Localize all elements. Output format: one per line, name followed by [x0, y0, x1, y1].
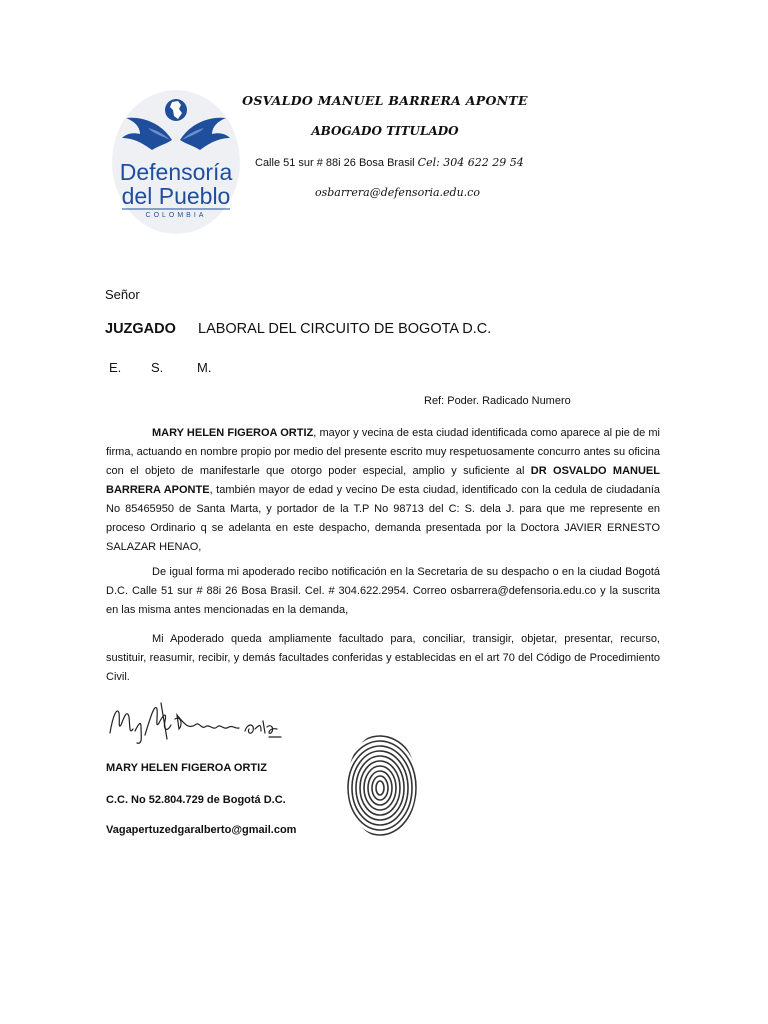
- paragraph-1-text-b: , también mayor de edad y vecino De esta ciudad, identificado con la cedula de ciudadanía No 85465950 de Santa Marta, y portador de la T.P No 98713 del C: S. dela J. para que me represente en proceso Ordinario q se adelanta en este despacho, demanda presentada por la Doctora JAVIER ERNESTO SALAZAR HENAO,: [106, 484, 661, 553]
- lawyer-name: OSVALDO MANUEL BARRERA APONTE: [242, 93, 528, 108]
- logo-line1: Defensoría: [119, 159, 233, 185]
- lawyer-cel: Cel: 304 622 29 54: [417, 156, 524, 169]
- lawyer-address: Calle 51 sur # 88i 26 Bosa Brasil: [255, 157, 415, 169]
- fingerprint-image: [342, 730, 422, 840]
- paragraph-2-text: De igual forma mi apoderado recibo notificación en la Secretaria de su despacho o en la ciudad Bogotá D.C. Calle 51 sur # 88i 26 Bosa Brasil. Cel. # 304.622.2954. Correo osbarrera@defensoria.edu.co y la suscrita en las misma antes mencionadas en la demanda,: [106, 566, 660, 616]
- court-part2: LABORAL DEL CIRCUITO DE BOGOTA D.C.: [198, 321, 492, 337]
- esm-e: E.: [109, 360, 122, 375]
- esm-m: M.: [197, 360, 212, 375]
- esm-s: S.: [151, 360, 164, 375]
- defensoria-logo: [110, 88, 242, 236]
- paragraph-2: [106, 563, 660, 620]
- reference-line: Ref: Poder. Radicado Numero: [424, 395, 571, 407]
- lawyer-title: ABOGADO TITULADO: [311, 124, 459, 138]
- court-part1: JUZGADO: [105, 321, 176, 337]
- paragraph-1: [106, 424, 660, 557]
- signer-name: MARY HELEN FIGEROA ORTIZ: [106, 762, 267, 774]
- salutation: Señor: [105, 287, 140, 302]
- handwritten-signature: [105, 695, 285, 750]
- logo-line2: del Pueblo: [121, 183, 231, 209]
- attorney-name: DR OSVALDO MANUEL BARRERA APONTE: [106, 465, 660, 496]
- signer-email: Vagapertuzedgaralberto@gmail.com: [106, 824, 297, 836]
- grantor-name: MARY HELEN FIGEROA ORTIZ: [152, 427, 314, 439]
- paragraph-3-text: Mi Apoderado queda ampliamente facultado para, conciliar, transigir, objetar, presentar, recurso, sustituir, reasumir, recibir, y demás facultades conferidas y establecidas en el art 70 del Código de Procedimiento Civil.: [106, 633, 660, 683]
- paragraph-3: [106, 630, 660, 687]
- logo-line3: COLOMBIA: [145, 212, 207, 219]
- map-icon: [165, 99, 187, 121]
- paragraph-1-text-a: , mayor y vecina de esta ciudad identificada como aparece al pie de mi firma, actuando en nombre propio por medio del presente escrito muy respetuosamente concurro antes su oficina con el objeto de manifestarle que otorgo poder especial, amplio y suficiente al: [106, 427, 660, 477]
- signer-id: C.C. No 52.804.729 de Bogotá D.C.: [106, 794, 286, 806]
- lawyer-email: osbarrera@defensoria.edu.co: [315, 186, 480, 199]
- lawyer-address-line: [255, 156, 575, 169]
